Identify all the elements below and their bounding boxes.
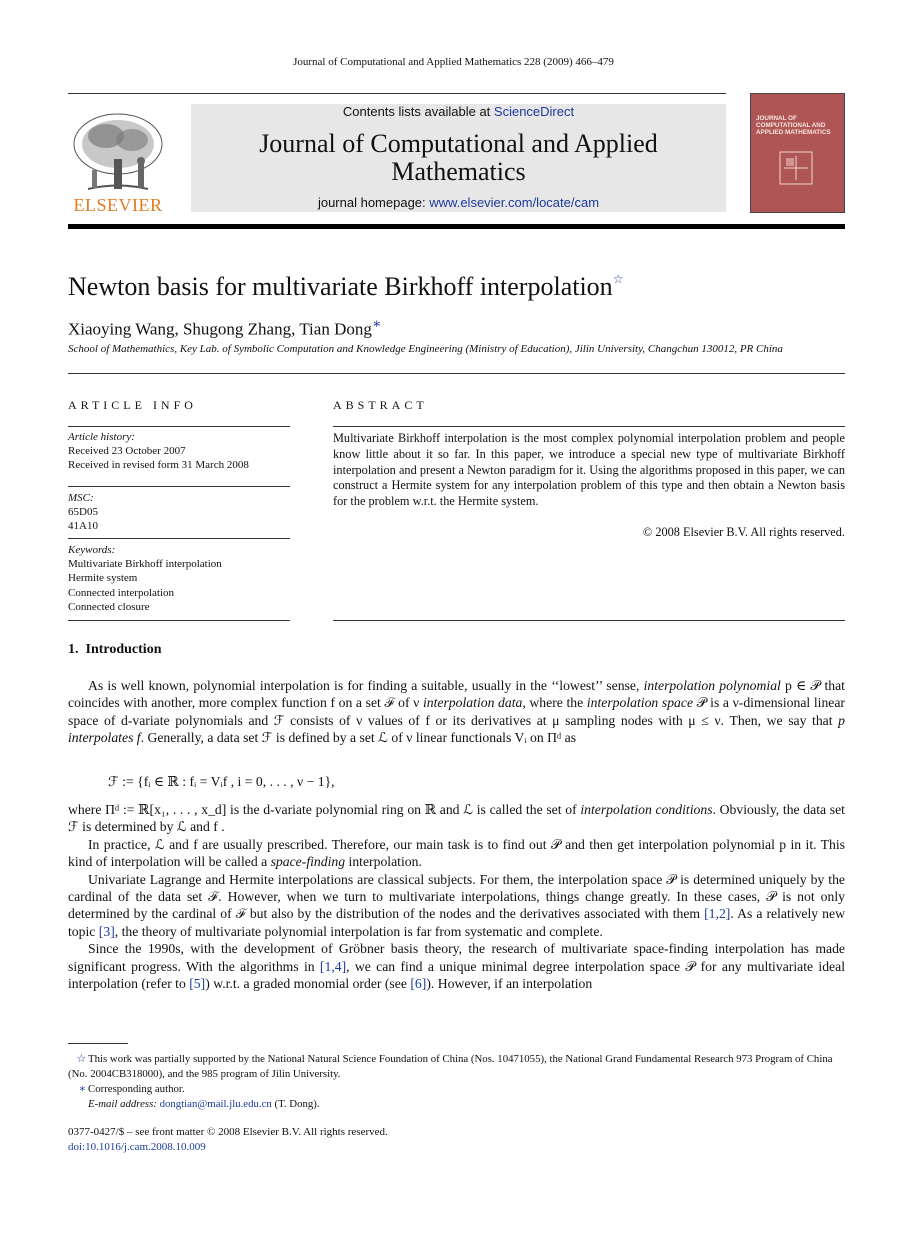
citation-link[interactable]: [5] xyxy=(189,976,206,992)
email-footnote xyxy=(68,1097,845,1112)
text-run: In practice, ℒ and f are usually prescribed. Therefore, our main task is to find out 𝒫 and then get interpolation polynomial p in it. This kind of interpolation will be called a xyxy=(68,836,845,870)
paragraph-2 xyxy=(68,801,845,992)
affiliation: School of Mathemathics, Key Lab. of Symbolic Computation and Knowledge Engineering (Ministry of Education), Jilin University, Changchun 130012, PR China xyxy=(68,343,783,355)
section-number: 1. xyxy=(68,642,79,657)
citation-link[interactable]: [1,4] xyxy=(319,958,347,974)
masthead-bottom-rule xyxy=(68,224,845,229)
footnote-text: This work was partially supported by the National Natural Science Foundation of China (Nos. 10471055), the National Grand Fundamental Research 973 Program of China (No. 2004CB318000), and the 985 program of Jilin University. xyxy=(68,1053,833,1080)
abstract-copyright: © 2008 Elsevier B.V. All rights reserved. xyxy=(642,525,845,539)
sciencedirect-link[interactable]: ScienceDirect xyxy=(493,104,575,119)
footnote-mark: ∗ xyxy=(78,1083,86,1095)
text-run: ) w.r.t. a graded monomial order (see xyxy=(205,976,411,992)
homepage-prefix: journal homepage: xyxy=(317,195,430,210)
contents-prefix: Contents lists available at xyxy=(342,104,494,119)
footnote-text: Corresponding author. xyxy=(88,1083,185,1095)
keywords xyxy=(68,543,222,614)
citation-link[interactable]: [3] xyxy=(98,923,115,939)
keywords-label: Keywords: xyxy=(68,544,116,556)
cover-title: JOURNAL OF COMPUTATIONAL AND APPLIED MATHEMATICS xyxy=(756,115,831,136)
keyword: Hermite system xyxy=(68,572,138,585)
keywords-rule xyxy=(68,620,290,621)
email-suffix: (T. Dong). xyxy=(271,1098,320,1110)
homepage-line xyxy=(191,195,726,210)
authors xyxy=(68,316,381,340)
abstract-bottom-rule xyxy=(333,620,845,621)
emphasis: interpolation conditions xyxy=(580,802,713,817)
elsevier-wordmark: ELSEVIER xyxy=(73,195,163,215)
article-title-text: Newton basis for multivariate Birkhoff interpolation xyxy=(68,272,613,301)
footnote-mark: ☆ xyxy=(76,1053,86,1065)
text-run: , where the xyxy=(522,695,587,711)
corresponding-footnote xyxy=(68,1082,845,1097)
text-run: Univariate Lagrange and Hermite interpolations are classical subjects. For them, the interpolation space 𝒫 is determined uniquely by the cardinal of the data set ℱ. However, when we turn to multivariate interpolations, things change greatly. In these cases, 𝒫 is not only determined by the cardinal of ℱ but also by the distribution of the nodes and the derivatives associated with them xyxy=(68,871,845,922)
display-equation: ℱ := {fᵢ ∈ ℝ : fᵢ = Vᵢf , i = 0, . . . , ν − 1}, xyxy=(108,774,335,789)
paragraph-1 xyxy=(68,677,845,747)
citation-link[interactable]: [6] xyxy=(410,976,427,992)
text-run: ). However, if an interpolation xyxy=(426,976,593,992)
corresponding-author-link[interactable]: ∗ xyxy=(371,317,382,332)
msc-label: MSC: xyxy=(68,492,94,504)
cover-emblem-icon xyxy=(776,148,816,188)
email-label: E-mail address: xyxy=(88,1098,157,1110)
issn-line: 0377-0427/$ – see front matter © 2008 Elsevier B.V. All rights reserved. xyxy=(68,1126,388,1138)
text-run: . Obviously, the data set ℱ is determined by ℒ and f . xyxy=(68,802,845,835)
abstract-heading: ABSTRACT xyxy=(333,398,428,412)
text-run: As is well known, polynomial interpolation is for finding a suitable, usually in the ‘‘lowest’’ sense, xyxy=(88,678,644,693)
history-label: Article history: xyxy=(68,431,135,443)
citation-link[interactable]: [1,2] xyxy=(704,906,731,922)
funding-footnote xyxy=(68,1052,845,1082)
title-rule xyxy=(68,373,845,374)
msc-codes xyxy=(68,491,98,534)
emphasis: interpolation data xyxy=(422,695,523,711)
text-run: interpolation. xyxy=(345,854,422,870)
doi-link[interactable]: doi:10.1016/j.cam.2008.10.009 xyxy=(68,1141,206,1153)
journal-name: Journal of Computational and Applied Mathematics xyxy=(259,129,658,186)
authors-text: Xiaoying Wang, Shugong Zhang, Tian Dong xyxy=(68,319,372,339)
running-head: Journal of Computational and Applied Mathematics 228 (2009) 466–479 xyxy=(293,56,614,68)
title-footnote-link[interactable]: ☆ xyxy=(612,272,624,286)
article-info-rule xyxy=(68,426,290,427)
article-history xyxy=(68,430,249,473)
article-title xyxy=(68,272,623,302)
msc-rule xyxy=(68,538,290,539)
text-run: Since the 1990s, with the development of Gröbner basis theory, the research of multivariate space-finding interpolation has made significant progress. With the algorithms in xyxy=(68,941,845,974)
msc-code: 41A10 xyxy=(68,520,98,533)
text-run: 𝒫 is a ν-dimensional linear space of d-variate polynomials and ℱ consists of ν values of f or its derivatives at μ sampling nodes with μ ≤ ν. Then, we say that xyxy=(68,695,845,728)
abstract-text: Multivariate Birkhoff interpolation is the most complex polynomial interpolation problem and people know little about it so far. In this paper, we introduce a special new type of multivariate Birkhoff interpolation and present a Newton paradigm for it. Using the algorithms proposed in this paper, we can construct a Hermite system for any interpolation problem of this type and then obtain a Newton basis for the problem w.r.t. the Hermite system. xyxy=(333,431,845,509)
front-matter xyxy=(68,1125,388,1155)
homepage-link[interactable]: www.elsevier.com/locate/cam xyxy=(429,195,600,210)
text-run: , we can find a unique minimal degree interpolation space 𝒫 for any multivariate ideal interpolation (refer to xyxy=(68,958,845,992)
abstract-top-rule xyxy=(333,426,845,427)
text-run: , the theory of multivariate polynomial interpolation is far from systematic and complete. xyxy=(114,923,603,939)
keyword: Multivariate Birkhoff interpolation xyxy=(68,558,222,571)
text-run: . As a relatively new topic xyxy=(68,906,845,939)
keyword: Connected closure xyxy=(68,600,150,613)
email-link[interactable]: dongtian@mail.jlu.edu.cn xyxy=(159,1098,272,1110)
article-info-heading: ARTICLE INFO xyxy=(68,398,197,412)
contents-line xyxy=(191,104,726,119)
history-rule xyxy=(68,486,290,487)
text-run: . Generally, a data set ℱ is defined by a set ℒ of ν linear functionals Vᵢ on Πᵈ as xyxy=(140,730,577,746)
text-run: where Πᵈ := ℝ[x₁, . . . , x_d] is the d-variate polynomial ring on ℝ and ℒ is called the set of xyxy=(68,802,581,817)
emphasis: interpolation polynomial xyxy=(643,678,781,693)
masthead-top-rule xyxy=(68,93,726,94)
emphasis: interpolation space xyxy=(586,695,694,711)
text-run: p ∈ 𝒫 that coincides with another, more complex function f on a set ℱ of ν xyxy=(68,678,845,711)
received-date: Received 23 October 2007 xyxy=(68,445,186,458)
footnotes xyxy=(68,1052,845,1112)
emphasis: space-finding xyxy=(270,854,346,870)
revised-date: Received in revised form 31 March 2008 xyxy=(68,459,249,472)
msc-code: 65D05 xyxy=(68,506,98,519)
emphasis: p interpolates f xyxy=(68,712,845,746)
section-title: Introduction xyxy=(85,642,162,657)
section-heading xyxy=(68,642,161,658)
keyword: Connected interpolation xyxy=(68,586,174,599)
footnote-rule xyxy=(68,1043,128,1044)
